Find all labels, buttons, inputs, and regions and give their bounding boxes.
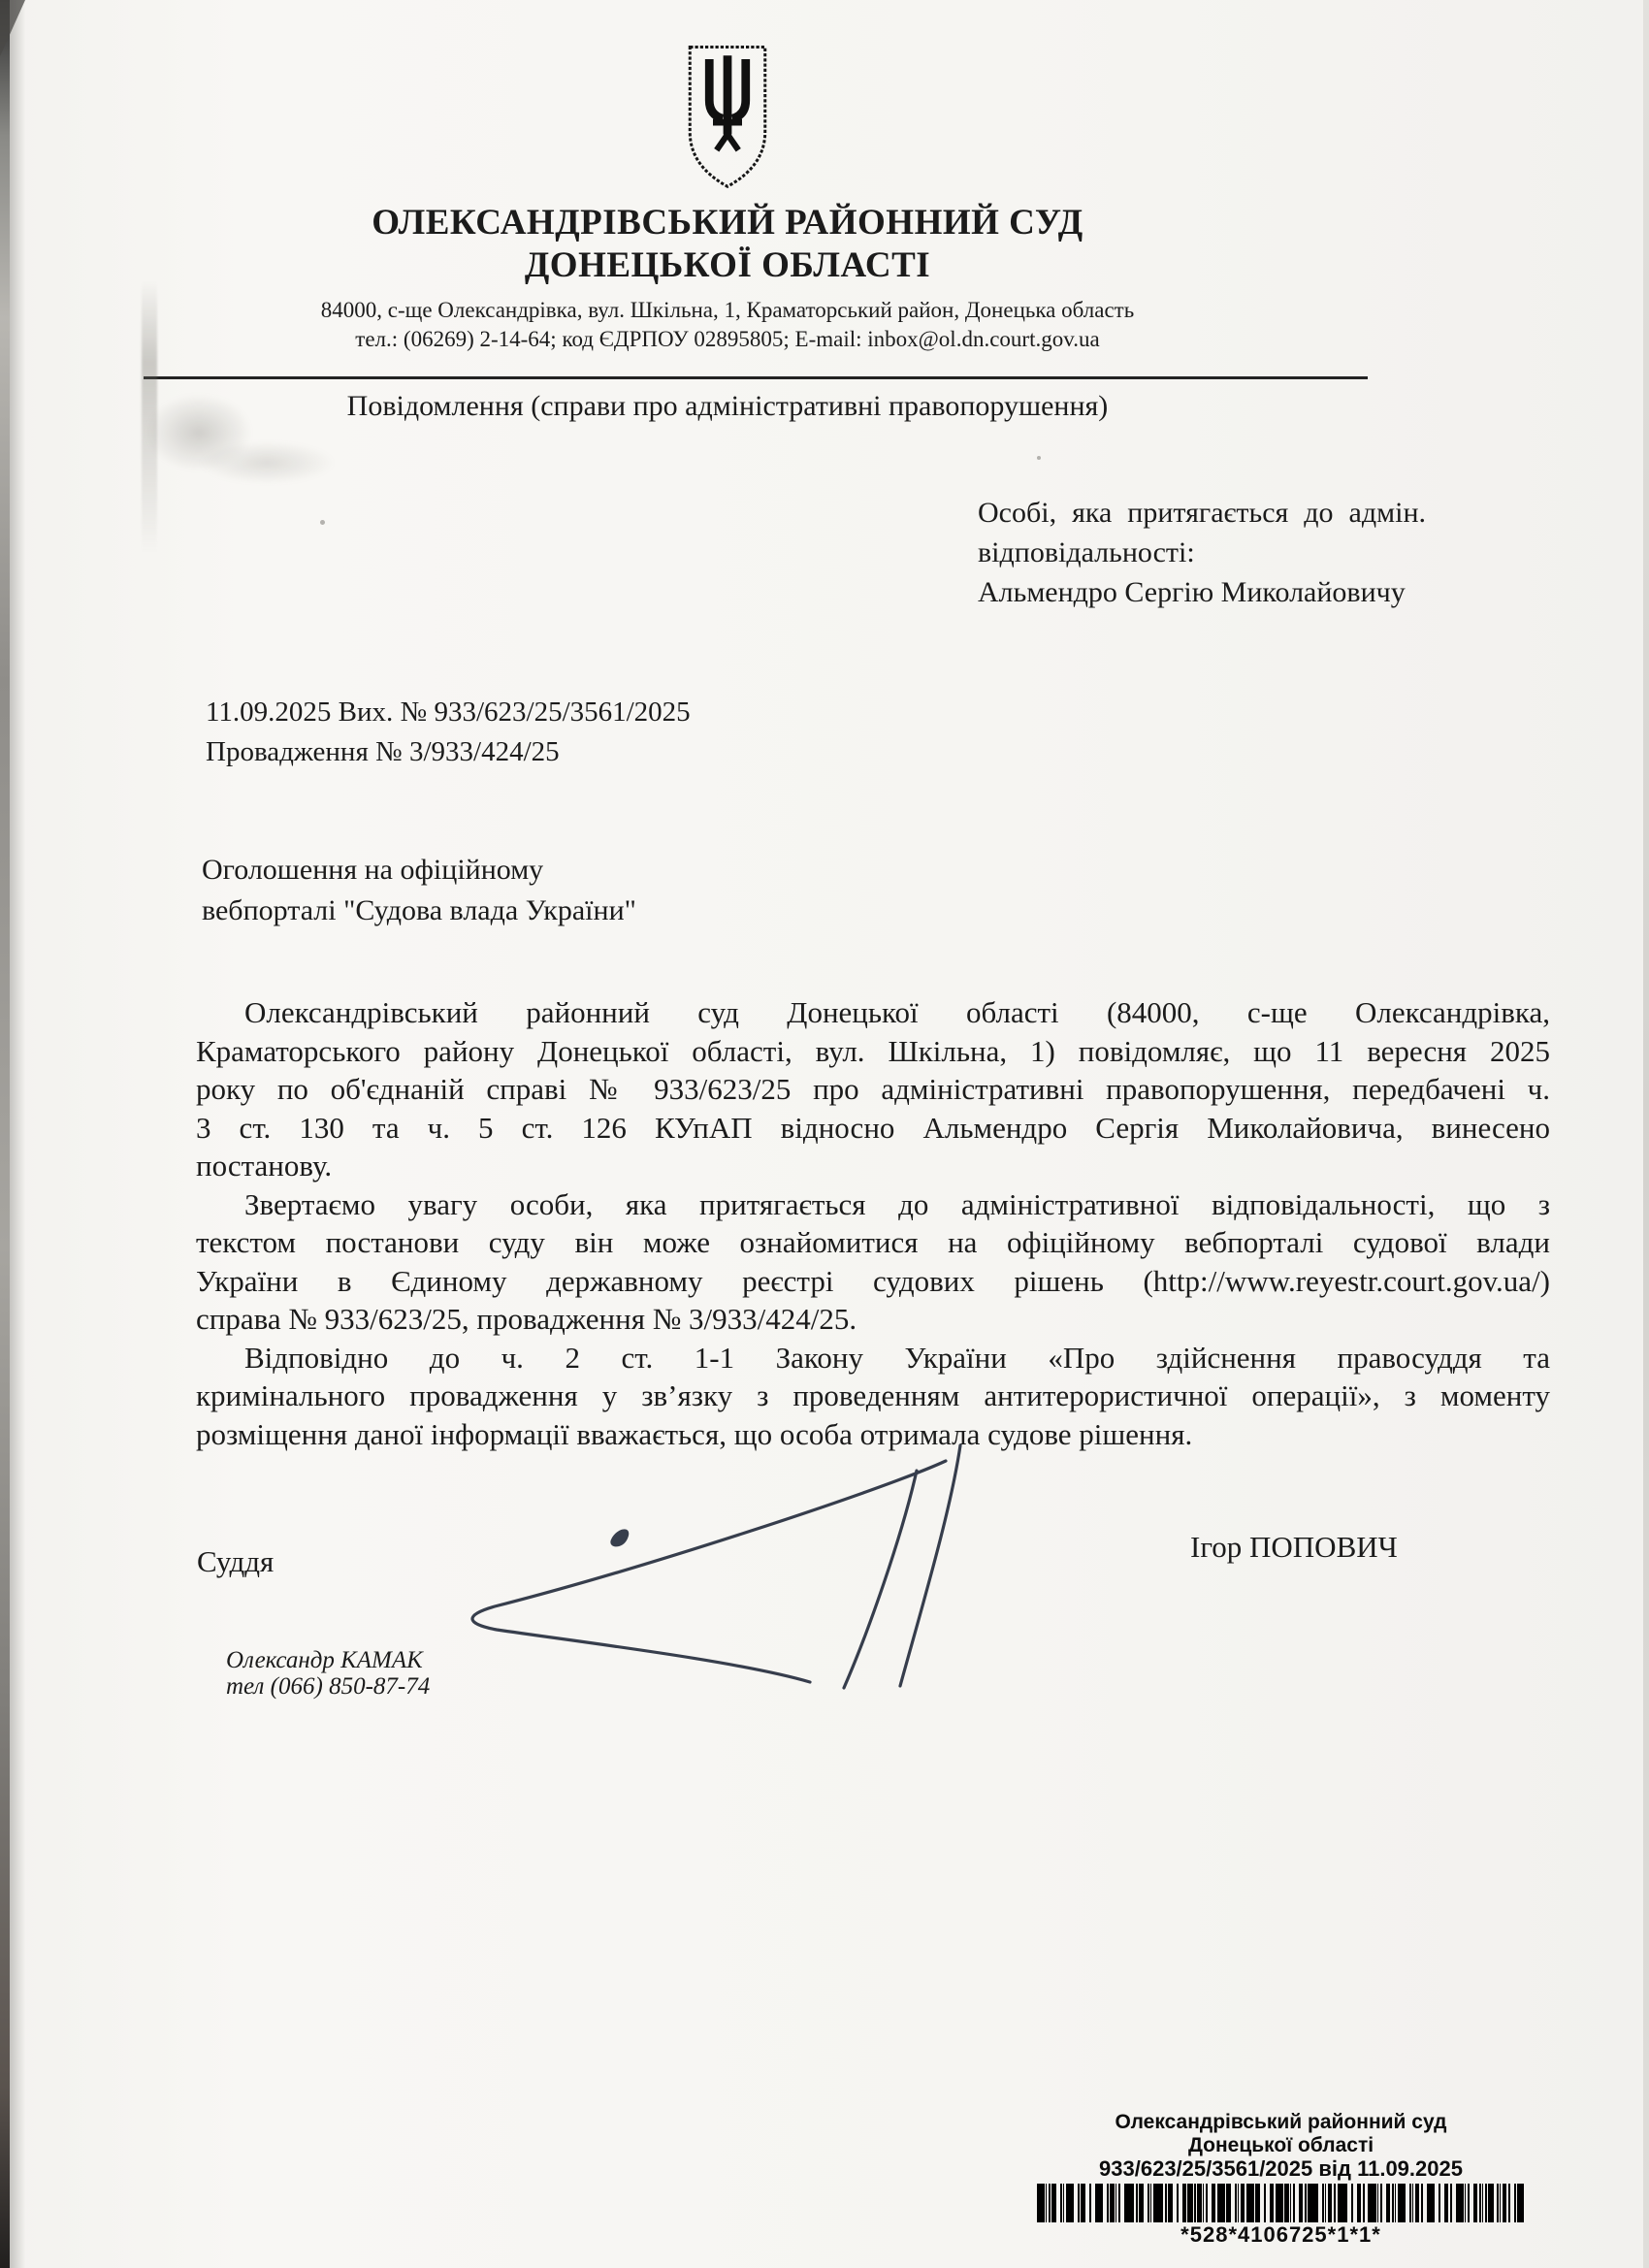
header-divider-line — [144, 376, 1368, 379]
scan-speck — [1037, 456, 1041, 460]
announcement-line: Оголошення на офіційному — [202, 854, 544, 886]
body-line: текстом постанови суду він може ознайомитися на офіційному вебпорталі судової влади — [196, 1225, 1550, 1259]
court-name-line2: ДОНЕЦЬКОЇ ОБЛАСТІ — [524, 245, 931, 285]
recipient-line: відповідальності: — [978, 536, 1195, 568]
proceeding-number: Провадження № 3/933/424/25 — [206, 736, 560, 767]
stamp-document-number: 933/623/25/3561/2025 від 11.09.2025 — [1099, 2156, 1463, 2181]
clerk-info — [226, 1647, 430, 1700]
barcode-text: *528*4106725*1*1* — [1180, 2222, 1381, 2247]
scan-speck — [320, 520, 325, 525]
clerk-name: Олександр КАМАК — [226, 1647, 423, 1673]
registration-stamp — [1031, 2111, 1531, 2247]
body-line: розміщення даної інформації вважається, що особа отримала судове рішення. — [196, 1416, 1193, 1451]
announcement-line: вебпорталі "Судова влада України" — [202, 894, 636, 926]
body-line: постанову. — [196, 1149, 333, 1183]
body-line: Олександрівський районний суд Донецької області (84000, с-ще Олександрівка, — [244, 995, 1550, 1029]
subject-line: Повідомлення (справи про адміністративні правопорушення) — [346, 390, 1109, 422]
letter-body — [196, 993, 1550, 1453]
announcement-block — [202, 850, 636, 931]
body-line: Звертаємо увагу особи, яка притягається до адміністративної відповідальності, що з — [244, 1186, 1550, 1221]
court-contacts: тел.: (06269) 2-14-64; код ЄДРПОУ 02895805; E-mail: inbox@ol.dn.court.gov.ua — [355, 327, 1100, 351]
letterhead — [281, 45, 1174, 354]
recipient-block — [978, 493, 1426, 612]
body-line: Краматорського району Донецької області, вул. Шкільна, 1) повідомляє, що 11 вересня 2025 — [196, 1033, 1550, 1068]
body-line: кримінального провадження у зв’язку з проведенням антитерористичної операції», з моменту — [196, 1378, 1550, 1412]
scan-edge-shadow-left — [0, 0, 10, 2268]
judge-label: Суддя — [197, 1544, 275, 1578]
recipient-name: Альмендро Сергію Миколайовичу — [978, 576, 1406, 608]
judge-signature-scribble — [417, 1443, 980, 1691]
body-line: 3 ст. 130 та ч. 5 ст. 126 КУпАП відносно Альмендро Сергія Миколайовича, винесено — [196, 1110, 1550, 1145]
scan-smudge — [199, 441, 335, 484]
scan-smudge — [142, 281, 157, 553]
body-line: Відповідно до ч. 2 ст. 1-1 Закону України «Про здійснення правосуддя та — [244, 1340, 1550, 1375]
recipient-line: Особі, яка притягається до адмін. — [978, 497, 1426, 529]
court-name-line1: ОЛЕКСАНДРІВСЬКИЙ РАЙОННИЙ СУД — [372, 203, 1083, 243]
stamp-court-line2: Донецької області — [1187, 2134, 1374, 2156]
clerk-phone: тел (066) 850-87-74 — [226, 1673, 431, 1700]
stamp-court-line1: Олександрівський районний суд — [1115, 2111, 1447, 2133]
body-line: справа № 933/623/25, провадження № 3/933/424/25. — [196, 1302, 857, 1336]
ukraine-trident-emblem-icon — [685, 45, 770, 190]
outgoing-number: 11.09.2025 Вих. № 933/623/25/3561/2025 — [206, 697, 691, 728]
barcode-image — [1037, 2184, 1525, 2222]
body-line: України в Єдиному державному реєстрі судових рішень (http://www.reyestr.court.gov.ua/) — [196, 1263, 1550, 1298]
court-address: 84000, с-ще Олександрівка, вул. Шкільна, 1, Краматорський район, Донецька область — [320, 298, 1135, 322]
judge-name: Ігор ПОПОВИЧ — [1190, 1530, 1398, 1564]
scan-smudge — [146, 394, 252, 471]
scan-edge-shadow-right — [1643, 0, 1649, 2268]
reference-block — [206, 693, 691, 772]
body-line: року по об'єднаній справі № 933/623/25 про адміністративні правопорушення, передбачені ч. — [196, 1072, 1550, 1106]
